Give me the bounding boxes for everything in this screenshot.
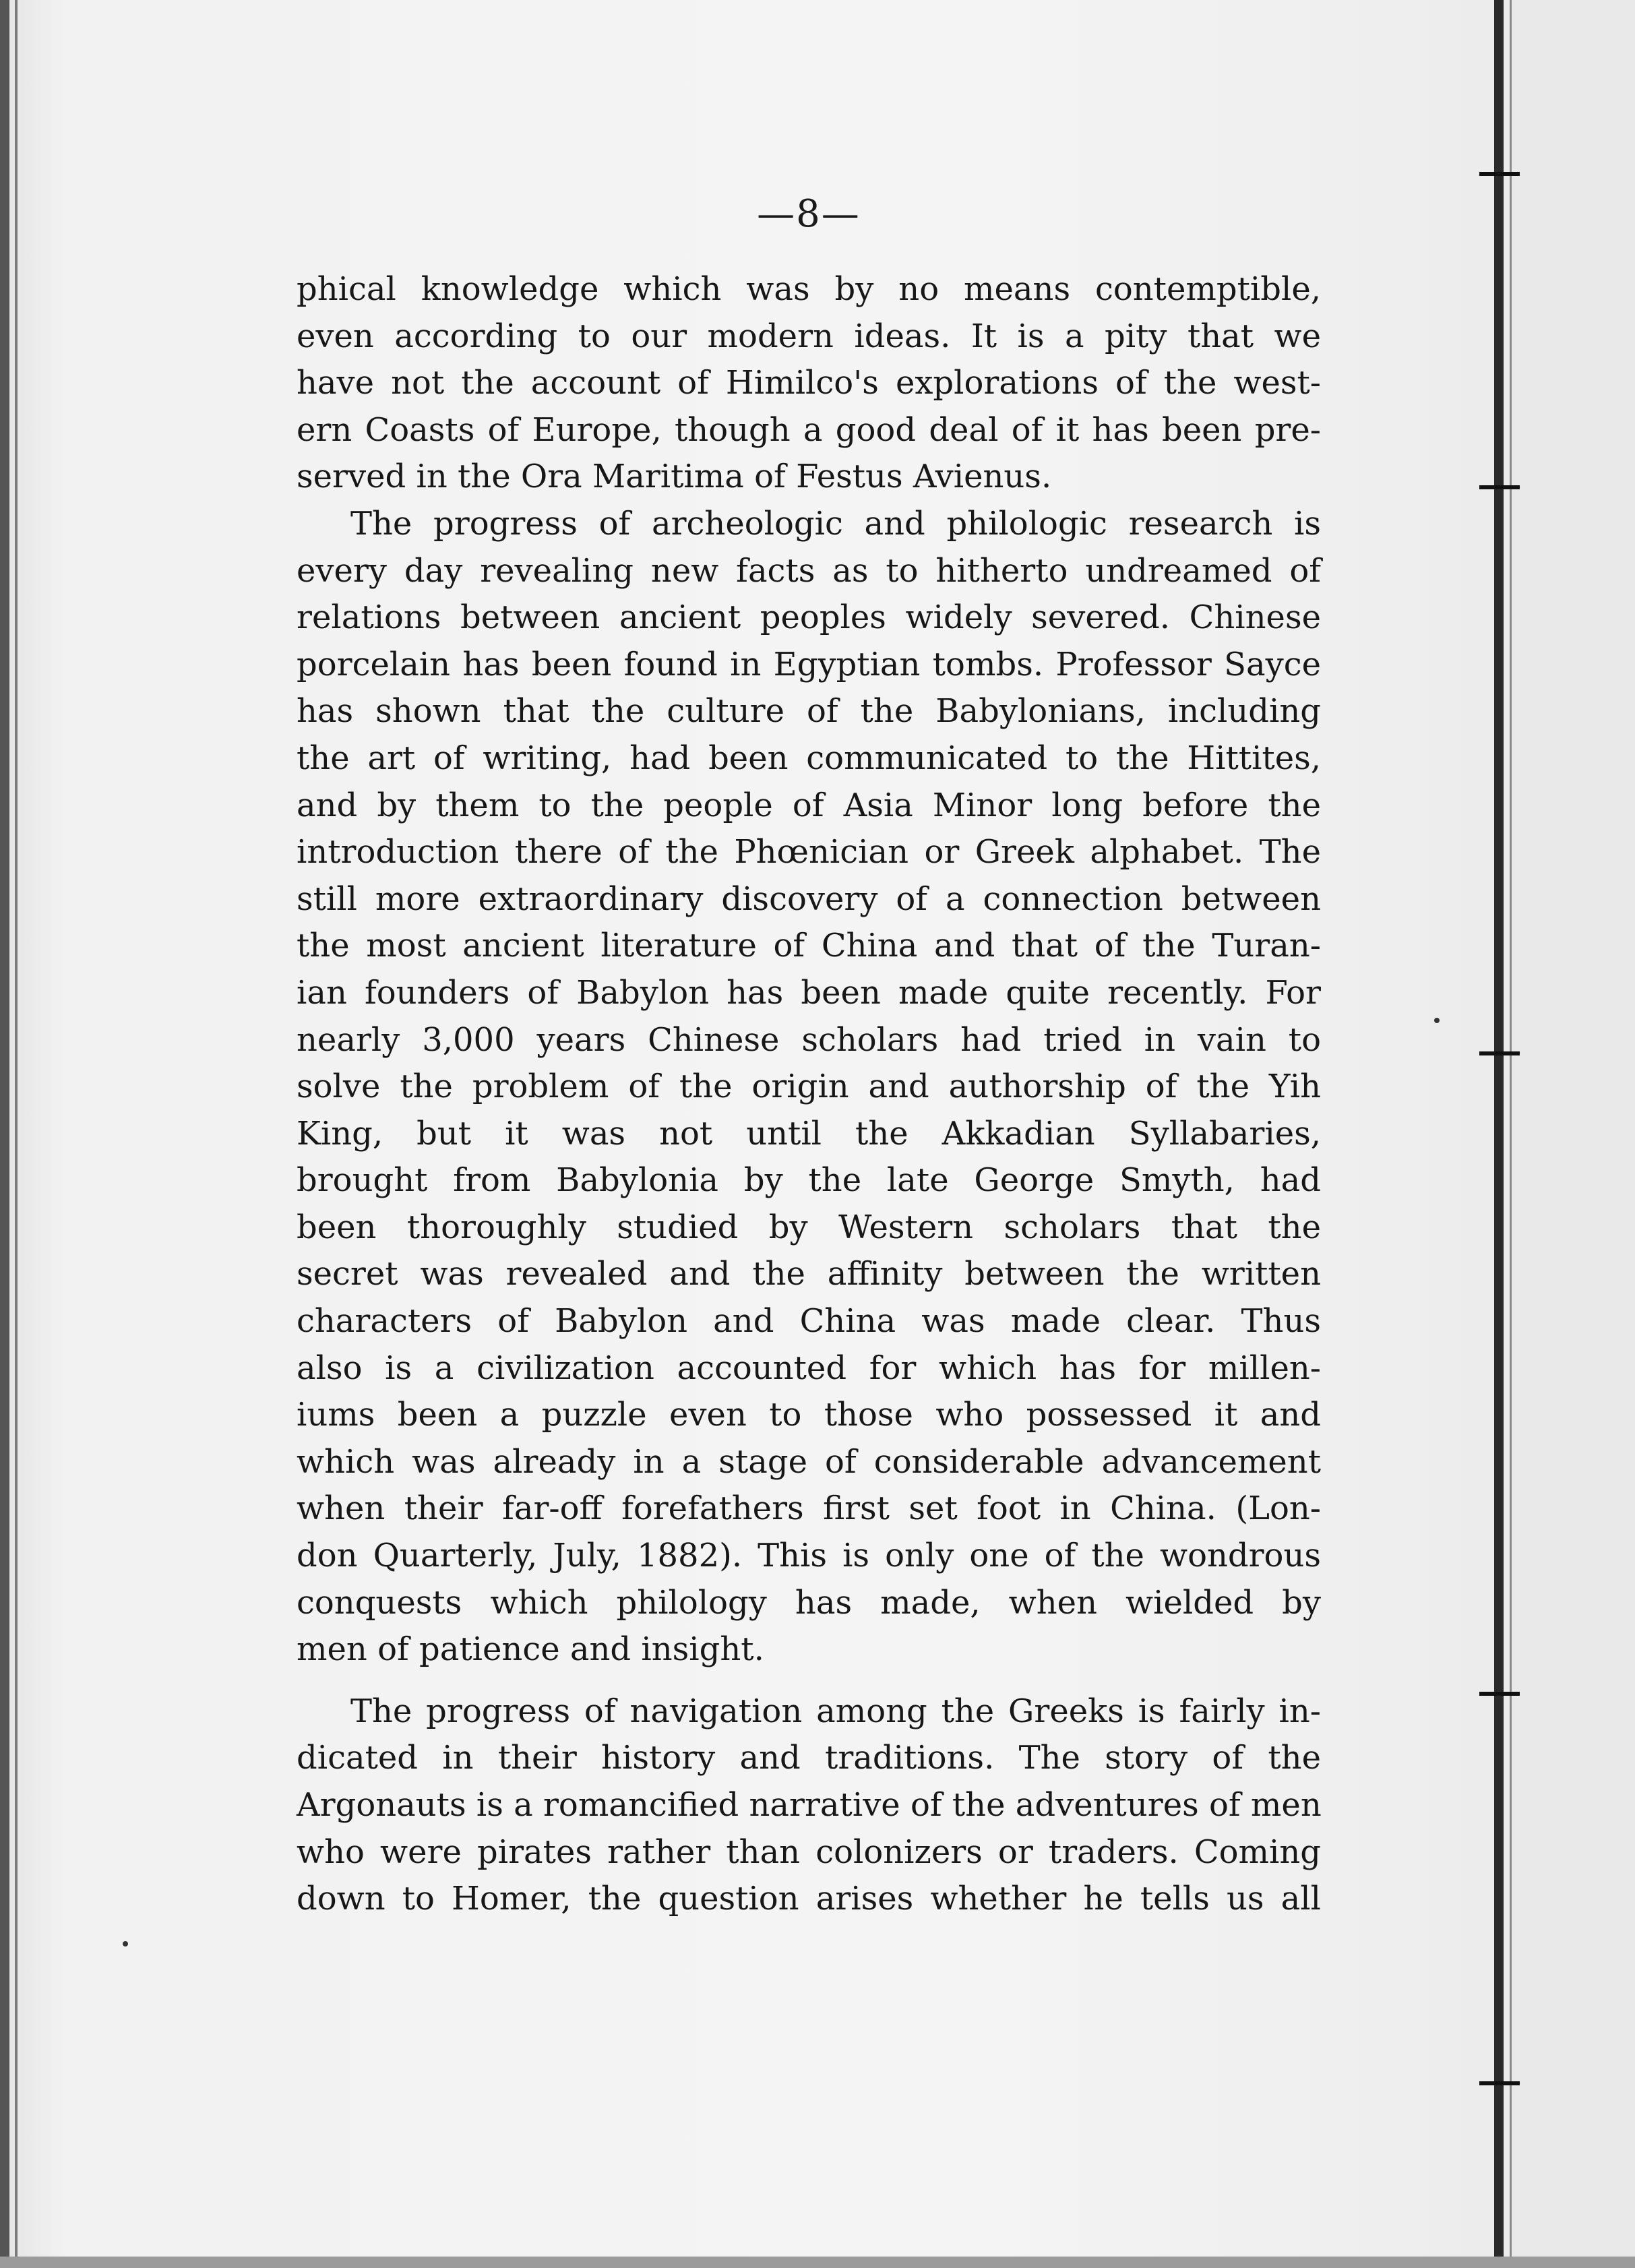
- text-line: nearly 3,000 years Chinese scholars had tried in vain to: [297, 1020, 1321, 1059]
- text-line: solve the problem of the origin and authorship of the Yih: [297, 1068, 1321, 1106]
- text-line: Argonauts is a romancified narrative of the adventures of men: [297, 1786, 1322, 1824]
- text-line: when their far-off forefathers first set foot in China. (Lon-: [297, 1490, 1321, 1528]
- binding-spine: [1494, 0, 1504, 2268]
- binding-mark: [1479, 1051, 1520, 1055]
- binding-mark: [1479, 172, 1520, 176]
- text-line: still more extraordinary discovery of a connection between: [297, 880, 1321, 918]
- text-line: don Quarterly, July, 1882). This is only one of the wondrous: [297, 1537, 1321, 1575]
- scan-speck: [123, 1941, 128, 1947]
- text-line: secret was revealed and the affinity between the written: [297, 1255, 1321, 1293]
- text-line: and by them to the people of Asia Minor long before the: [297, 786, 1321, 824]
- bottom-page-edge: [0, 2257, 1635, 2268]
- binding-mark: [1479, 1692, 1520, 1696]
- left-edge-line: [15, 0, 18, 2268]
- left-page-edge: [0, 0, 9, 2268]
- paragraph-gap: [297, 1674, 1321, 1688]
- binding-mark: [1479, 2081, 1520, 2085]
- text-line: iums been a puzzle even to those who possessed it and: [297, 1396, 1321, 1434]
- text-line: the most ancient literature of China and that of the Turan-: [297, 927, 1321, 965]
- text-line: even according to our modern ideas. It is a pity that we: [297, 317, 1321, 355]
- text-line: King, but it was not until the Akkadian Syllabaries,: [297, 1114, 1321, 1153]
- text-line: porcelain has been found in Egyptian tombs. Professor Sayce: [297, 645, 1321, 683]
- text-line: served in the Ora Maritima of Festus Avienus.: [297, 458, 1052, 496]
- text-line: introduction there of the Phœnician or Greek alphabet. The: [297, 833, 1321, 871]
- body-text: [297, 266, 1321, 1923]
- text-line: ian founders of Babylon has been made quite recently. For: [297, 973, 1321, 1012]
- page-number: —8—: [757, 192, 861, 236]
- text-line: have not the account of Himilco's explorations of the west-: [297, 364, 1321, 402]
- text-line: conquests which philology has made, when wielded by: [297, 1583, 1321, 1622]
- text-line: has shown that the culture of the Babylonians, including: [297, 692, 1321, 731]
- scan-speck: [1434, 1018, 1440, 1023]
- text-line: The progress of navigation among the Greeks is fairly in-: [350, 1692, 1321, 1730]
- text-line: also is a civilization accounted for which has for millen-: [297, 1349, 1321, 1387]
- text-line: been thoroughly studied by Western scholars that the: [297, 1208, 1321, 1246]
- text-line: dicated in their history and traditions. The story of the: [297, 1739, 1321, 1777]
- text-line: who were pirates rather than colonizers or traders. Coming: [297, 1833, 1321, 1871]
- text-line: The progress of archeologic and philologic research is: [350, 504, 1321, 543]
- text-line: down to Homer, the question arises whether he tells us all: [297, 1880, 1321, 1918]
- text-line: which was already in a stage of considerable advancement: [297, 1442, 1321, 1481]
- right-margin: [1512, 0, 1635, 2268]
- binding-mark: [1479, 485, 1520, 489]
- text-line: ern Coasts of Europe, though a good deal of it has been pre-: [297, 410, 1321, 449]
- text-line: brought from Babylonia by the late George Smyth, had: [297, 1161, 1321, 1200]
- text-line: every day revealing new facts as to hitherto undreamed of: [297, 551, 1321, 590]
- text-line: phical knowledge which was by no means contemptible,: [297, 270, 1321, 308]
- binding-spine-thin: [1510, 0, 1512, 2268]
- text-line: the art of writing, had been communicated to the Hittites,: [297, 739, 1321, 777]
- text-line: relations between ancient peoples widely severed. Chinese: [297, 599, 1321, 637]
- text-line: characters of Babylon and China was made clear. Thus: [297, 1302, 1321, 1341]
- text-line: men of patience and insight.: [297, 1630, 764, 1669]
